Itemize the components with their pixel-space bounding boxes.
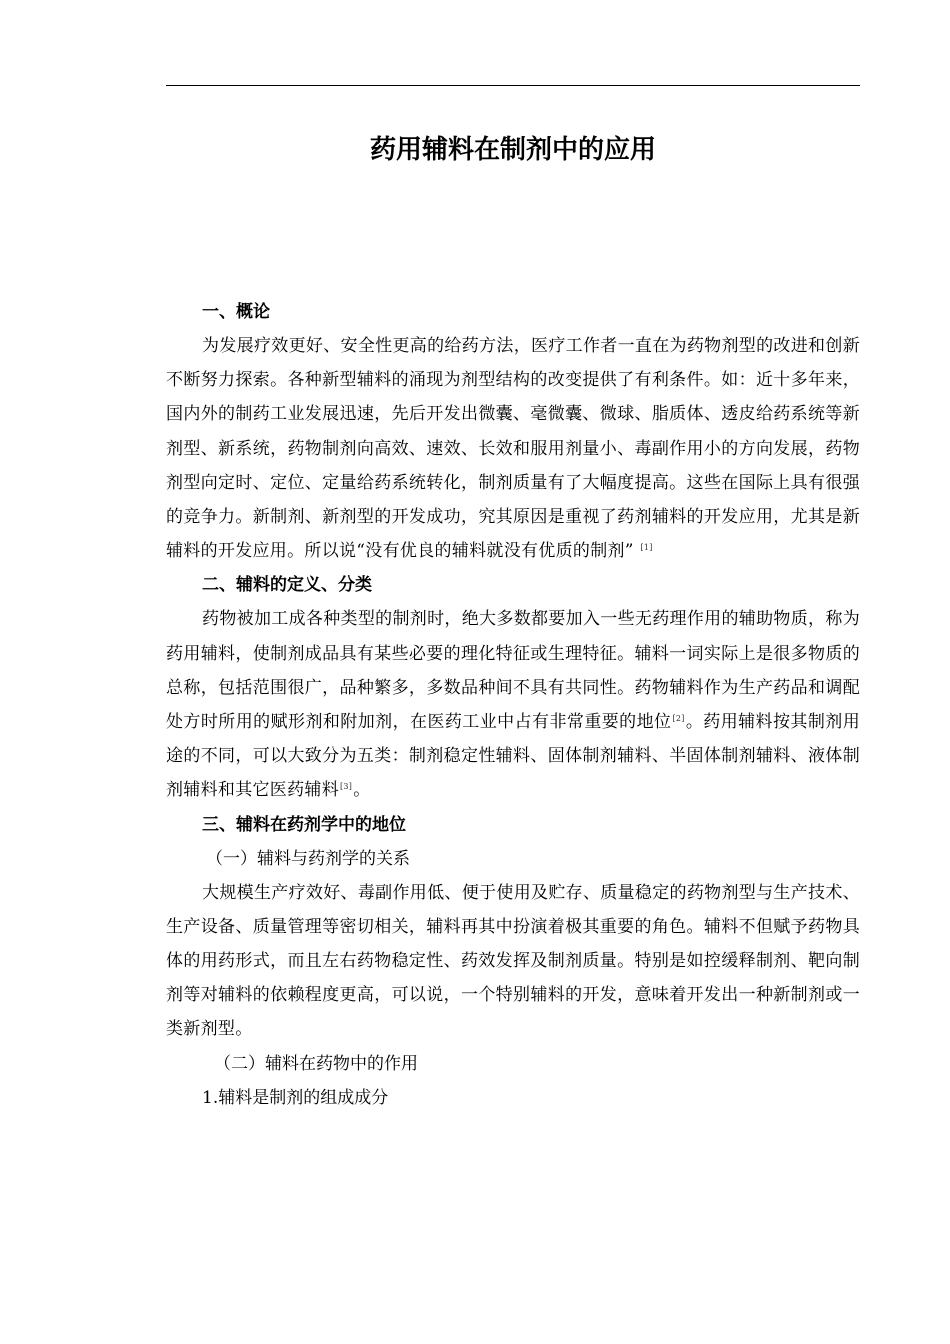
definition-paragraph	[166, 602, 860, 807]
section-heading-overview: 一、概论	[202, 302, 270, 322]
definition-text-c: 。	[353, 780, 371, 801]
document-body	[166, 295, 860, 1115]
reference-marker: [2]	[672, 714, 685, 724]
list-item-component: 1.辅料是制剂的组成成分	[202, 1087, 389, 1108]
relationship-paragraph: 大规模生产疗效好、毒副作用低、便于使用及贮存、质量稳定的药物剂型与生产技术、生产设备、质量管理等密切相关，辅料再其中扮演着极其重要的角色。辅料不但赋予药物具体的用药形式，而且左右药物稳定性、药效发挥及制剂质量。特别是如控缓释制剂、靶向制剂等对辅料的依赖程度更高，可以说，一个特别辅料的开发，意味着开发出一种新制剂或一类新剂型。	[166, 882, 860, 1040]
reference-marker: [3]	[340, 782, 353, 792]
subheading-role: （二）辅料在药物中的作用	[214, 1053, 418, 1074]
document-title: 药用辅料在制剂中的应用	[369, 135, 656, 165]
definition-text-a: 药物被加工成各种类型的制剂时，绝大多数都要加入一些无药理作用的辅助物质，称为药用辅料，使制剂成品具有某些必要的理化特征或生理特征。辅料一词实际上是很多物质的总称，包括范围很广，品种繁多，多数品种间不具有共同性。药物辅料作为生产药品和调配处方时所用的赋形剂和附加剂，在医药工业中占有非常重要的地位	[166, 609, 860, 733]
section-heading-status: 三、辅料在药剂学中的地位	[202, 814, 406, 835]
definition-text-b: 。药用辅料按其制剂用途的不同，可以大致分为五类：制剂稳定性辅料、固体制剂辅料、半固体制剂辅料、液体制剂辅料和其它医药辅料	[166, 712, 861, 801]
reference-marker: [1]	[640, 543, 653, 553]
section-heading-definition: 二、辅料的定义、分类	[202, 575, 372, 596]
overview-text: 为发展疗效更好、安全性更高的给药方法，医疗工作者一直在为药物剂型的改进和创新不断努力探索。各种新型辅料的涌现为剂型结构的改变提供了有利条件。如：近十多年来，国内外的制药工业发展迅速，先后开发出微囊、毫微囊、微球、脂质体、透皮给药系统等新剂型、新系统，药物制剂向高效、速效、长效和服用剂量小、毒副作用小的方向发展，药物剂型向定时、定位、定量给药系统转化，制剂质量有了大幅度提高。这些在国际上具有很强的竞争力。新制剂、新剂型的开发成功，究其原因是重视了药剂辅料的开发应用，尤其是新辅料的开发应用。所以说“没有优良的辅料就没有优质的制剂”	[166, 336, 860, 562]
overview-paragraph	[166, 329, 860, 568]
header-rule	[166, 85, 860, 86]
subheading-relationship: （一）辅料与药剂学的关系	[206, 848, 410, 869]
